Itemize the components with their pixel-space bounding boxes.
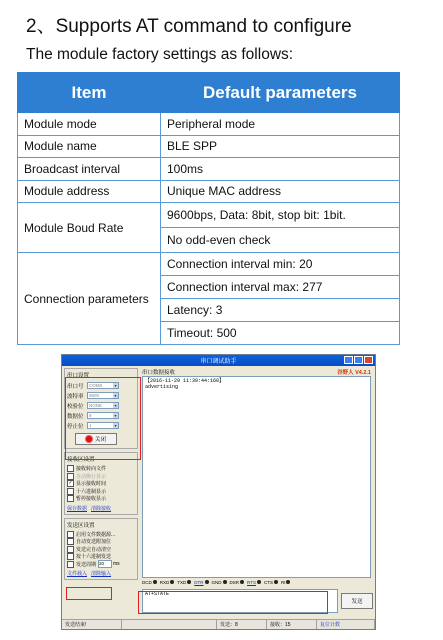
option-label: 发送周期 (76, 561, 97, 568)
option-label: 自动换行显示 (76, 473, 107, 480)
chevron-down-icon: ▾ (114, 393, 117, 398)
receive-pane (142, 368, 371, 578)
window-title: 串口调试助手 (200, 359, 237, 365)
port-label: 串口号 (67, 383, 84, 390)
receive-header (142, 368, 371, 376)
auto-clear-option[interactable] (67, 546, 135, 554)
checkbox-icon (67, 465, 74, 472)
line-status-item (230, 580, 245, 585)
receive-title: 串口数据接收 (142, 370, 176, 376)
status-led-icon (205, 580, 209, 584)
chevron-down-icon: ▾ (114, 413, 117, 418)
row-label: Broadcast interval (18, 158, 161, 181)
option-label: 自动发送附加位 (76, 539, 112, 546)
line-status-label: TXD (177, 580, 187, 585)
line-status-label: RXD (159, 580, 170, 585)
receive-settings-title: 接收区设置 (67, 457, 95, 463)
checkbox-icon (67, 488, 74, 495)
option-label: 发送完自动清空 (76, 546, 112, 553)
checkbox-icon (67, 546, 74, 553)
baud-value: 9600 (89, 393, 100, 398)
status-bar (62, 619, 375, 629)
line-status-label: RTS (247, 580, 256, 585)
close-port-label: 关闭 (94, 437, 106, 443)
header-item: Item (18, 73, 161, 113)
row-label: Module mode (18, 113, 161, 136)
table-header-row (18, 73, 400, 113)
chevron-down-icon: ▾ (114, 383, 117, 388)
hex-display-option[interactable] (67, 488, 135, 496)
chevron-down-icon: ▾ (114, 403, 117, 408)
line-status-label: DCD (142, 580, 152, 585)
option-label: 十六进制显示 (76, 488, 107, 495)
stopbits-label: 停止位 (67, 423, 84, 430)
checkbox-icon (67, 561, 74, 568)
line-status-item (177, 580, 191, 585)
status-led-icon (274, 580, 278, 584)
line-status-item (281, 580, 291, 585)
line-status-label: DSR (229, 580, 240, 585)
receive-text: advertising (145, 384, 179, 390)
append-bits-option[interactable] (67, 538, 135, 546)
recv-to-file-option[interactable] (67, 465, 135, 473)
load-file-link[interactable]: 文件载入 (67, 571, 88, 577)
send-settings-title: 发送区设置 (67, 522, 95, 529)
option-label: 暂停接收显示 (76, 496, 107, 503)
window-titlebar (62, 355, 375, 366)
row-value: BLE SPP (161, 135, 400, 158)
maximize-icon[interactable] (354, 356, 363, 364)
line-status-item (194, 580, 208, 585)
send-button-label: 发送 (351, 599, 363, 605)
send-count: 发送：8 (217, 620, 267, 629)
row-value: No odd-even check (161, 228, 400, 253)
line-status-label: RI (280, 580, 286, 585)
line-status-item (247, 580, 261, 585)
row-value: 9600bps, Data: 8bit, stop bit: 1bit. (161, 203, 400, 228)
option-label: 接收转向文件 (76, 466, 107, 473)
checkbox-icon (67, 495, 74, 502)
option-label: 启用文件数据源... (76, 531, 116, 538)
section-subheading: The module factory settings as follows: (26, 46, 294, 63)
receive-count: 接收：15 (267, 620, 317, 629)
line-status-label: CTS (263, 580, 273, 585)
reset-count-button[interactable]: 复位计数 (317, 620, 375, 629)
line-status-label: GND (211, 580, 222, 585)
receive-links (67, 505, 135, 512)
status-led-icon (240, 580, 244, 584)
status-led-icon (187, 580, 191, 584)
checkmark-icon: ✓ (68, 480, 73, 487)
receive-output[interactable] (142, 376, 371, 578)
table-row (18, 253, 400, 276)
table-row (18, 113, 400, 136)
row-value: Connection interval max: 277 (161, 276, 400, 299)
row-value: Latency: 3 (161, 299, 400, 322)
databits-value: 8 (89, 413, 92, 418)
databits-label: 数据位 (67, 413, 84, 420)
table-row (18, 135, 400, 158)
row-value: Connection interval min: 20 (161, 253, 400, 276)
status-led-icon (286, 580, 290, 584)
row-label: Module address (18, 180, 161, 203)
status-led-icon (153, 580, 157, 584)
row-value: Timeout: 500 (161, 322, 400, 345)
baud-label: 波特率 (67, 393, 84, 400)
row-label: Module Boud Rate (18, 203, 161, 253)
row-label: Module name (18, 135, 161, 158)
window-controls (344, 356, 373, 364)
send-period-option[interactable] (67, 561, 135, 569)
status-message: 发送结束! (62, 620, 122, 629)
table-row (18, 158, 400, 181)
line-status-label: DTR (194, 580, 204, 585)
send-text: AT+STATE (145, 591, 170, 597)
status-led-icon (170, 580, 174, 584)
pause-display-option[interactable] (67, 495, 135, 503)
table-row (18, 203, 400, 228)
minimize-icon[interactable] (344, 356, 353, 364)
clear-input-link[interactable]: 清除输入 (91, 571, 112, 577)
port-value: COM8 (89, 383, 103, 388)
stopbits-value: 1 (89, 423, 92, 428)
send-button[interactable] (341, 593, 373, 609)
line-status-item (160, 580, 175, 585)
checkbox-icon (67, 473, 74, 480)
save-data-link[interactable]: 保存数据 (67, 505, 88, 512)
row-label: Connection parameters (18, 253, 161, 345)
status-led-icon (223, 580, 227, 584)
show-time-option[interactable] (67, 480, 135, 488)
period-unit: ms (113, 561, 120, 568)
section-heading: 2、Supports AT command to configure (26, 16, 352, 37)
file-source-option[interactable] (67, 531, 135, 539)
send-links (67, 570, 135, 577)
line-status-item (212, 580, 227, 585)
checkbox-icon (67, 538, 74, 545)
checkbox-icon (67, 553, 74, 560)
factory-settings-table (17, 72, 400, 345)
receive-timestamp: 【2016-11-29 11:39:44:160】 (145, 378, 225, 384)
highlight-serial-settings (65, 377, 141, 460)
highlight-send-input (138, 591, 328, 614)
auto-wrap-option[interactable] (67, 473, 135, 481)
serial-assistant-screenshot (61, 354, 376, 630)
status-led-icon (257, 580, 261, 584)
line-status-row (142, 579, 371, 586)
highlight-send-period (66, 587, 112, 600)
serial-settings-title: 串口设置 (67, 373, 90, 379)
receive-settings-group (64, 452, 138, 515)
parity-label: 校验位 (67, 403, 84, 410)
clear-receive-link[interactable]: 清除接收 (91, 505, 112, 512)
option-label: 按十六进制发送 (76, 554, 112, 561)
table-row (18, 180, 400, 203)
line-status-item (142, 580, 157, 585)
option-label: 显示接收时间 (76, 481, 107, 488)
header-default-parameters: Default parameters (161, 73, 400, 113)
period-input[interactable]: 20 (98, 560, 112, 568)
row-value: Peripheral mode (161, 113, 400, 136)
parity-value: NONE (89, 403, 103, 408)
chevron-down-icon: ▾ (114, 423, 117, 428)
row-value: 100ms (161, 158, 400, 181)
send-settings-group (64, 518, 138, 581)
status-spacer (122, 620, 217, 629)
row-value: Unique MAC address (161, 180, 400, 203)
close-icon[interactable] (364, 356, 373, 364)
line-status-item (264, 580, 278, 585)
checkbox-icon (67, 531, 74, 538)
app-brand: 谷野人 V4.2.1 (337, 370, 371, 376)
